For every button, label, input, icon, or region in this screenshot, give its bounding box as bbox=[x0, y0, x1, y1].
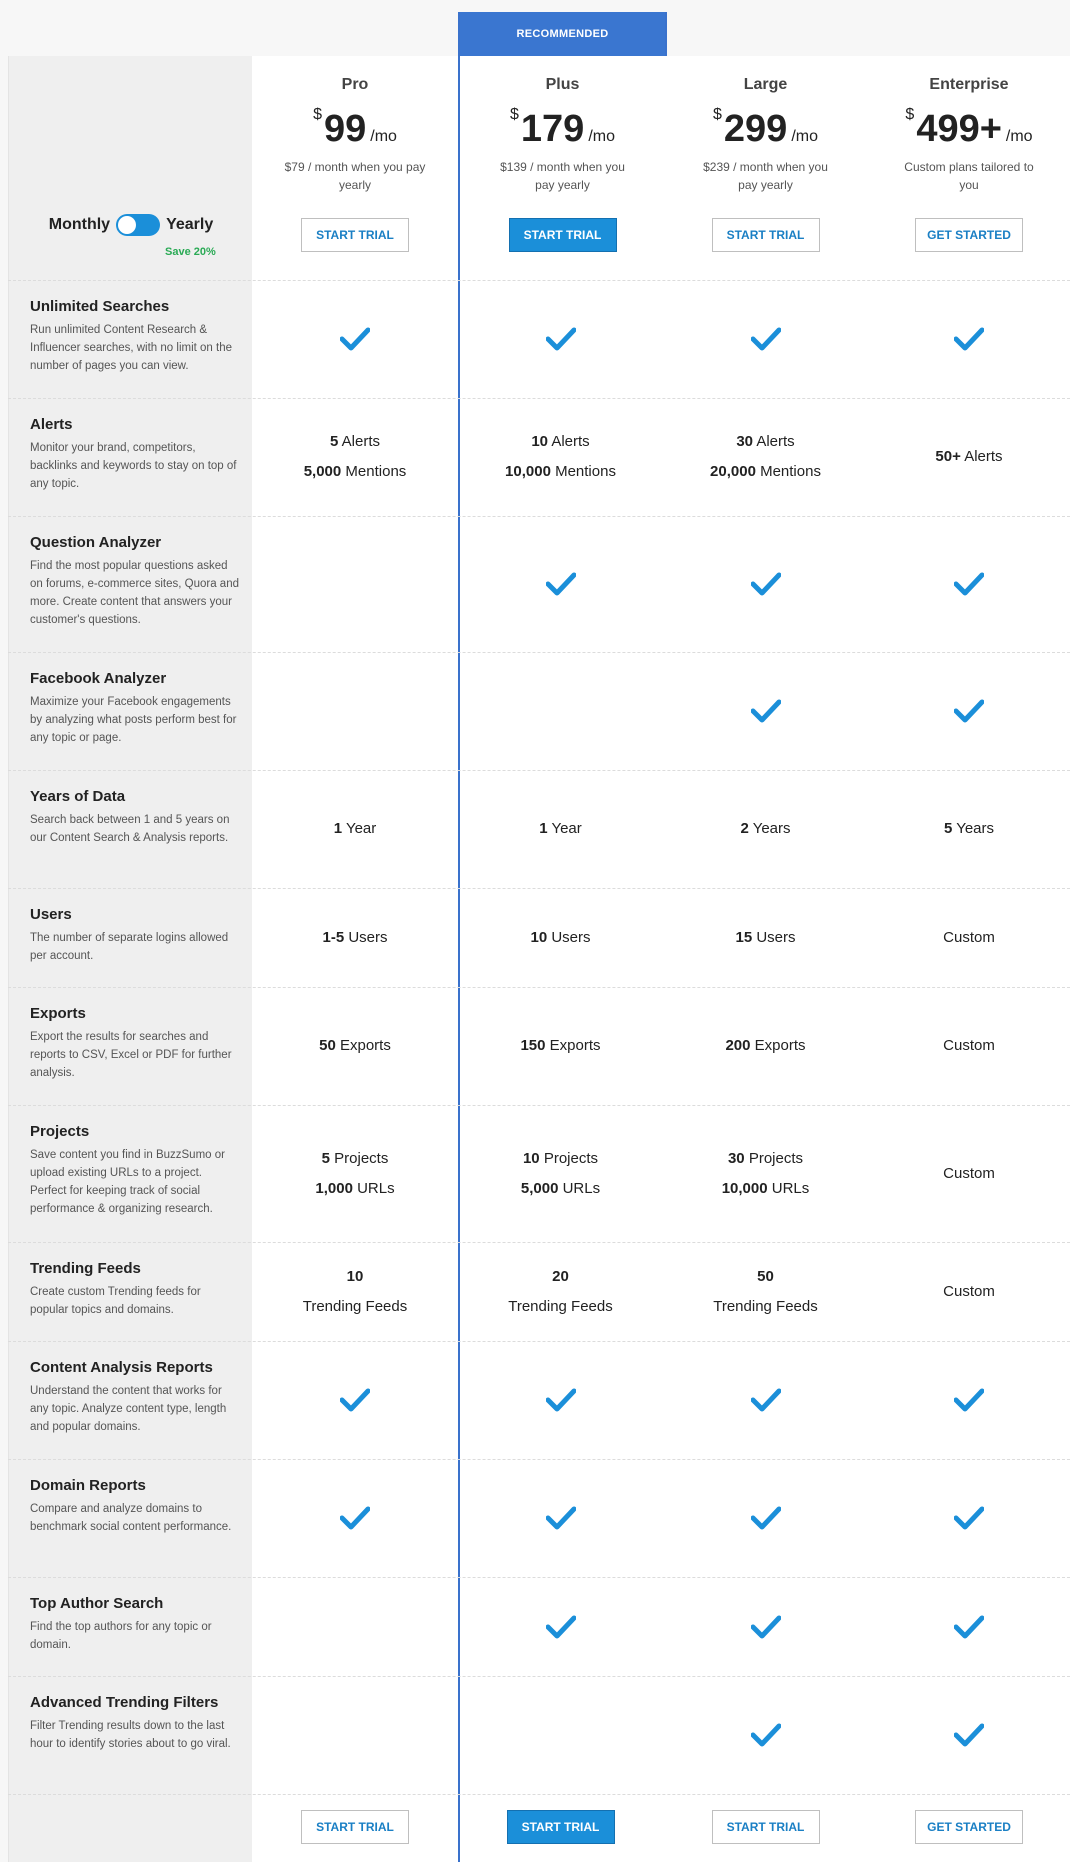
value-unit: URLs bbox=[767, 1179, 810, 1197]
plan-feature-value bbox=[663, 770, 868, 888]
value-unit: Alerts bbox=[338, 433, 381, 450]
value-unit: Year bbox=[547, 820, 582, 837]
plan-feature-value bbox=[458, 770, 663, 888]
feature-description: Save content you find in BuzzSumo or upload existing URLs to a project. Perfect for keeping track of social performance & organizing research. bbox=[30, 1149, 225, 1215]
value-line bbox=[757, 1262, 774, 1292]
plan-feature-value bbox=[458, 987, 663, 1105]
value-unit: Mentions bbox=[550, 463, 616, 480]
value-number: 200 bbox=[725, 1037, 751, 1054]
checkmark-icon bbox=[954, 1722, 984, 1748]
feature-description: Run unlimited Content Research & Influencer searches, with no limit on the number of pages you can view. bbox=[30, 324, 232, 372]
feature-trending-feeds bbox=[30, 1260, 240, 1319]
get-started-button[interactable]: GET STARTED bbox=[915, 218, 1023, 252]
feature-description: Understand the content that works for any topic. Analyze content type, length and popular domains. bbox=[30, 1385, 227, 1433]
feature-exports bbox=[30, 1005, 240, 1082]
plan-header bbox=[460, 56, 665, 280]
value-line bbox=[943, 923, 995, 953]
value-line bbox=[303, 1292, 408, 1322]
value-line bbox=[710, 457, 821, 487]
plan-yearly-note: $79 / month when you pay yearly bbox=[284, 160, 426, 192]
value-unit: Users bbox=[344, 928, 388, 946]
value-unit: Exports bbox=[750, 1037, 806, 1054]
price-amount: 499+ bbox=[916, 108, 1002, 150]
checkmark-icon bbox=[340, 326, 370, 352]
value-unit: Mentions bbox=[341, 463, 407, 480]
price-period: /mo bbox=[1005, 128, 1033, 145]
price-amount: 179 bbox=[520, 108, 585, 150]
feature-unlimited-searches bbox=[30, 298, 240, 375]
value-line bbox=[736, 427, 794, 457]
value-unit: Custom bbox=[943, 1037, 995, 1054]
plan-feature-value bbox=[868, 398, 1070, 516]
feature-question-analyzer bbox=[30, 534, 240, 629]
start-trial-button[interactable]: START TRIAL bbox=[712, 218, 820, 252]
value-number: 20,000 bbox=[710, 463, 756, 480]
value-unit: Years bbox=[952, 820, 995, 837]
feature-description: Filter Trending results down to the last hour to identify stories about to go viral. bbox=[30, 1720, 231, 1750]
feature-description: Create custom Trending feeds for popular topics and domains. bbox=[30, 1286, 201, 1316]
feature-description: Monitor your brand, competitors, backlinks and keywords to stay on top of any topic. bbox=[30, 442, 237, 490]
plan-yearly-note: Custom plans tailored to you bbox=[904, 160, 1034, 192]
value-line bbox=[943, 1031, 995, 1061]
checkmark-icon bbox=[954, 1614, 984, 1640]
toggle-knob bbox=[118, 216, 136, 234]
value-unit: Alerts bbox=[548, 433, 590, 450]
checkmark-icon bbox=[751, 571, 781, 597]
value-unit: Projects bbox=[744, 1149, 804, 1167]
checkmark-icon bbox=[546, 571, 576, 597]
plan-feature-value bbox=[458, 888, 663, 987]
pricing-table bbox=[8, 0, 1070, 1862]
feature-advanced-trending-filters bbox=[30, 1694, 240, 1753]
plan-feature-value bbox=[252, 1105, 458, 1242]
value-unit: Users bbox=[752, 928, 796, 946]
value-number: 30 bbox=[727, 1149, 745, 1167]
value-line bbox=[530, 923, 590, 953]
value-number: 50+ bbox=[935, 448, 961, 465]
value-line bbox=[552, 1262, 569, 1292]
value-unit: Alerts bbox=[960, 448, 1003, 465]
feature-description: Find the most popular questions asked on forums, e-commerce sites, Quora and more. Create content that answers your customer's questions. bbox=[30, 560, 239, 626]
plan-feature-value bbox=[252, 1242, 458, 1341]
value-line bbox=[521, 1174, 600, 1204]
checkmark-icon bbox=[340, 1387, 370, 1413]
value-line bbox=[539, 814, 582, 844]
value-line bbox=[330, 427, 380, 457]
checkmark-icon bbox=[340, 1505, 370, 1531]
value-number: 5 bbox=[943, 820, 953, 837]
checkmark-icon bbox=[546, 1505, 576, 1531]
yearly-label[interactable]: Yearly bbox=[166, 216, 214, 233]
value-line bbox=[943, 1277, 995, 1307]
recommended-banner: RECOMMENDED bbox=[460, 12, 665, 56]
value-unit: Exports bbox=[545, 1037, 601, 1054]
feature-title: Facebook Analyzer bbox=[30, 670, 167, 687]
feature-title: Years of Data bbox=[30, 788, 126, 805]
row-divider bbox=[8, 1676, 1070, 1677]
row-divider bbox=[8, 516, 1070, 517]
value-line bbox=[304, 457, 407, 487]
value-unit: Years bbox=[748, 820, 791, 837]
currency-symbol: $ bbox=[713, 106, 722, 123]
value-number: 5,000 bbox=[303, 463, 342, 480]
plan-price bbox=[663, 106, 868, 151]
value-unit: Projects bbox=[329, 1149, 389, 1167]
checkmark-icon bbox=[751, 1505, 781, 1531]
plan-header bbox=[663, 56, 868, 280]
checkmark-icon bbox=[751, 326, 781, 352]
value-number: 1,000 bbox=[315, 1179, 353, 1197]
row-divider bbox=[8, 280, 1070, 281]
value-unit: Exports bbox=[335, 1037, 391, 1054]
value-line bbox=[728, 1144, 803, 1174]
feature-title: Domain Reports bbox=[30, 1477, 146, 1494]
value-number: 15 bbox=[735, 928, 753, 946]
value-unit: Mentions bbox=[755, 463, 821, 480]
feature-title: Question Analyzer bbox=[30, 534, 162, 551]
value-line bbox=[740, 814, 790, 844]
row-divider bbox=[8, 1577, 1070, 1578]
value-line bbox=[944, 814, 994, 844]
feature-title: Alerts bbox=[30, 416, 73, 433]
value-number: 50 bbox=[319, 1037, 336, 1054]
value-line bbox=[322, 1144, 389, 1174]
plan-name: Enterprise bbox=[929, 76, 1009, 93]
value-line bbox=[713, 1292, 818, 1322]
value-unit: URLs bbox=[352, 1179, 395, 1197]
footer-start-trial-button[interactable]: START TRIAL bbox=[301, 1810, 409, 1844]
value-number: 10 bbox=[530, 928, 548, 946]
feature-domain-reports bbox=[30, 1477, 240, 1536]
plan-feature-value bbox=[868, 1105, 1070, 1242]
value-unit: Users bbox=[547, 928, 591, 946]
value-number: 10,000 bbox=[721, 1179, 768, 1197]
plan-feature-value bbox=[663, 1105, 868, 1242]
feature-title: Users bbox=[30, 906, 72, 923]
checkmark-icon bbox=[546, 1387, 576, 1413]
plan-feature-value bbox=[868, 987, 1070, 1105]
plan-feature-value bbox=[663, 987, 868, 1105]
value-unit: Trending Feeds bbox=[508, 1297, 613, 1315]
start-trial-button[interactable]: START TRIAL bbox=[301, 218, 409, 252]
feature-description: Search back between 1 and 5 years on our Content Search & Analysis reports. bbox=[30, 814, 230, 844]
value-number: 150 bbox=[520, 1037, 546, 1054]
checkmark-icon bbox=[751, 1614, 781, 1640]
value-number: 1 bbox=[333, 820, 343, 837]
value-number: 10 bbox=[531, 433, 548, 450]
plan-yearly-note: $239 / month when you pay yearly bbox=[703, 160, 828, 192]
plan-feature-value bbox=[252, 987, 458, 1105]
value-line bbox=[523, 1144, 598, 1174]
value-line bbox=[334, 814, 377, 844]
currency-symbol: $ bbox=[905, 106, 915, 123]
value-number: 1 bbox=[539, 820, 548, 837]
value-line bbox=[725, 1031, 805, 1061]
value-number: 10,000 bbox=[505, 463, 551, 480]
feature-description: Export the results for searches and reports to CSV, Excel or PDF for further analysis. bbox=[30, 1031, 232, 1079]
value-unit: Trending Feeds bbox=[713, 1297, 818, 1315]
feature-title: Trending Feeds bbox=[30, 1260, 141, 1277]
value-line bbox=[319, 1031, 391, 1061]
value-unit: Alerts bbox=[753, 433, 795, 450]
checkmark-icon bbox=[954, 1505, 984, 1531]
row-divider bbox=[8, 1459, 1070, 1460]
plan-price bbox=[252, 106, 458, 151]
monthly-label[interactable]: Monthly bbox=[48, 216, 111, 233]
row-divider bbox=[8, 652, 1070, 653]
feature-description: Find the top authors for any topic or domain. bbox=[30, 1621, 212, 1651]
feature-title: Top Author Search bbox=[30, 1595, 164, 1612]
feature-description: Compare and analyze domains to benchmark social content performance. bbox=[30, 1503, 232, 1533]
footer-start-trial-button[interactable]: START TRIAL bbox=[712, 1810, 820, 1844]
plan-feature-value bbox=[663, 398, 868, 516]
plan-price bbox=[868, 106, 1070, 151]
value-line bbox=[347, 1262, 364, 1292]
feature-title: Advanced Trending Filters bbox=[30, 1694, 219, 1711]
plan-header bbox=[252, 56, 458, 280]
plan-feature-value bbox=[868, 888, 1070, 987]
row-divider bbox=[8, 1341, 1070, 1342]
row-divider bbox=[8, 1794, 1070, 1795]
value-unit: Year bbox=[342, 820, 377, 837]
price-amount: 299 bbox=[723, 108, 788, 150]
value-number: 20 bbox=[552, 1267, 569, 1285]
value-line bbox=[735, 923, 795, 953]
value-number: 5,000 bbox=[520, 1179, 559, 1197]
feature-facebook-analyzer bbox=[30, 670, 240, 747]
value-unit: Projects bbox=[539, 1149, 599, 1167]
checkmark-icon bbox=[954, 326, 984, 352]
price-period: /mo bbox=[791, 128, 818, 145]
plan-feature-value bbox=[252, 770, 458, 888]
plan-feature-value bbox=[458, 398, 663, 516]
value-number: 10 bbox=[522, 1149, 540, 1167]
plan-feature-value bbox=[458, 1242, 663, 1341]
value-line bbox=[943, 1159, 995, 1189]
plan-yearly-note: $139 / month when you pay yearly bbox=[500, 160, 625, 192]
feature-title: Unlimited Searches bbox=[30, 298, 170, 315]
value-unit: Trending Feeds bbox=[302, 1297, 408, 1315]
feature-content-analysis-reports bbox=[30, 1359, 240, 1436]
plan-feature-value bbox=[252, 398, 458, 516]
value-unit: Custom bbox=[943, 928, 995, 946]
value-unit: URLs bbox=[558, 1179, 601, 1197]
checkmark-icon bbox=[954, 571, 984, 597]
feature-title: Exports bbox=[30, 1005, 86, 1022]
checkmark-icon bbox=[751, 1722, 781, 1748]
checkmark-icon bbox=[954, 698, 984, 724]
value-line bbox=[322, 923, 387, 953]
price-period: /mo bbox=[370, 128, 397, 145]
value-number: 2 bbox=[740, 820, 749, 837]
plan-feature-value bbox=[458, 1105, 663, 1242]
plan-feature-value bbox=[663, 1242, 868, 1341]
checkmark-icon bbox=[751, 698, 781, 724]
feature-projects bbox=[30, 1123, 240, 1218]
footer-get-started-button[interactable]: GET STARTED bbox=[915, 1810, 1023, 1844]
save-percent-badge: Save 20% bbox=[165, 246, 216, 258]
value-line bbox=[722, 1174, 810, 1204]
billing-toggle-group bbox=[9, 214, 253, 258]
plan-name: Pro bbox=[341, 76, 369, 93]
feature-title: Projects bbox=[30, 1123, 90, 1140]
value-line bbox=[935, 442, 1002, 472]
plan-header bbox=[868, 56, 1070, 280]
feature-years-of-data bbox=[30, 788, 240, 847]
footer-start-trial-button[interactable]: START TRIAL bbox=[507, 1810, 615, 1844]
value-number: 30 bbox=[736, 433, 753, 450]
start-trial-button[interactable]: START TRIAL bbox=[509, 218, 617, 252]
currency-symbol: $ bbox=[510, 106, 519, 123]
plan-name: Large bbox=[743, 76, 788, 93]
plan-feature-value bbox=[252, 888, 458, 987]
value-number: 1-5 bbox=[322, 928, 345, 946]
plan-feature-value bbox=[868, 1242, 1070, 1341]
value-line bbox=[531, 427, 589, 457]
plan-price bbox=[460, 106, 665, 151]
feature-description: The number of separate logins allowed per account. bbox=[30, 932, 229, 962]
value-number: 5 bbox=[329, 433, 339, 450]
feature-alerts bbox=[30, 416, 240, 493]
value-line bbox=[520, 1031, 600, 1061]
value-line bbox=[505, 457, 616, 487]
billing-toggle-switch[interactable] bbox=[116, 214, 160, 236]
price-amount: 99 bbox=[323, 108, 367, 150]
feature-top-author-search bbox=[30, 1595, 240, 1654]
feature-title: Content Analysis Reports bbox=[30, 1359, 213, 1376]
value-line bbox=[315, 1174, 394, 1204]
feature-description: Maximize your Facebook engagements by analyzing what posts perform best for any topic or page. bbox=[30, 696, 237, 744]
checkmark-icon bbox=[546, 1614, 576, 1640]
plan-name: Plus bbox=[545, 76, 580, 93]
currency-symbol: $ bbox=[313, 106, 322, 123]
value-unit: Custom bbox=[943, 1282, 995, 1300]
checkmark-icon bbox=[546, 326, 576, 352]
checkmark-icon bbox=[954, 1387, 984, 1413]
value-number: 5 bbox=[321, 1149, 330, 1167]
feature-users bbox=[30, 906, 240, 965]
plan-feature-value bbox=[663, 888, 868, 987]
value-unit: Custom bbox=[943, 1164, 995, 1182]
value-number: 50 bbox=[757, 1267, 774, 1285]
checkmark-icon bbox=[751, 1387, 781, 1413]
value-line bbox=[508, 1292, 613, 1322]
price-period: /mo bbox=[588, 128, 615, 145]
value-number: 10 bbox=[346, 1267, 364, 1285]
plan-feature-value bbox=[868, 770, 1070, 888]
